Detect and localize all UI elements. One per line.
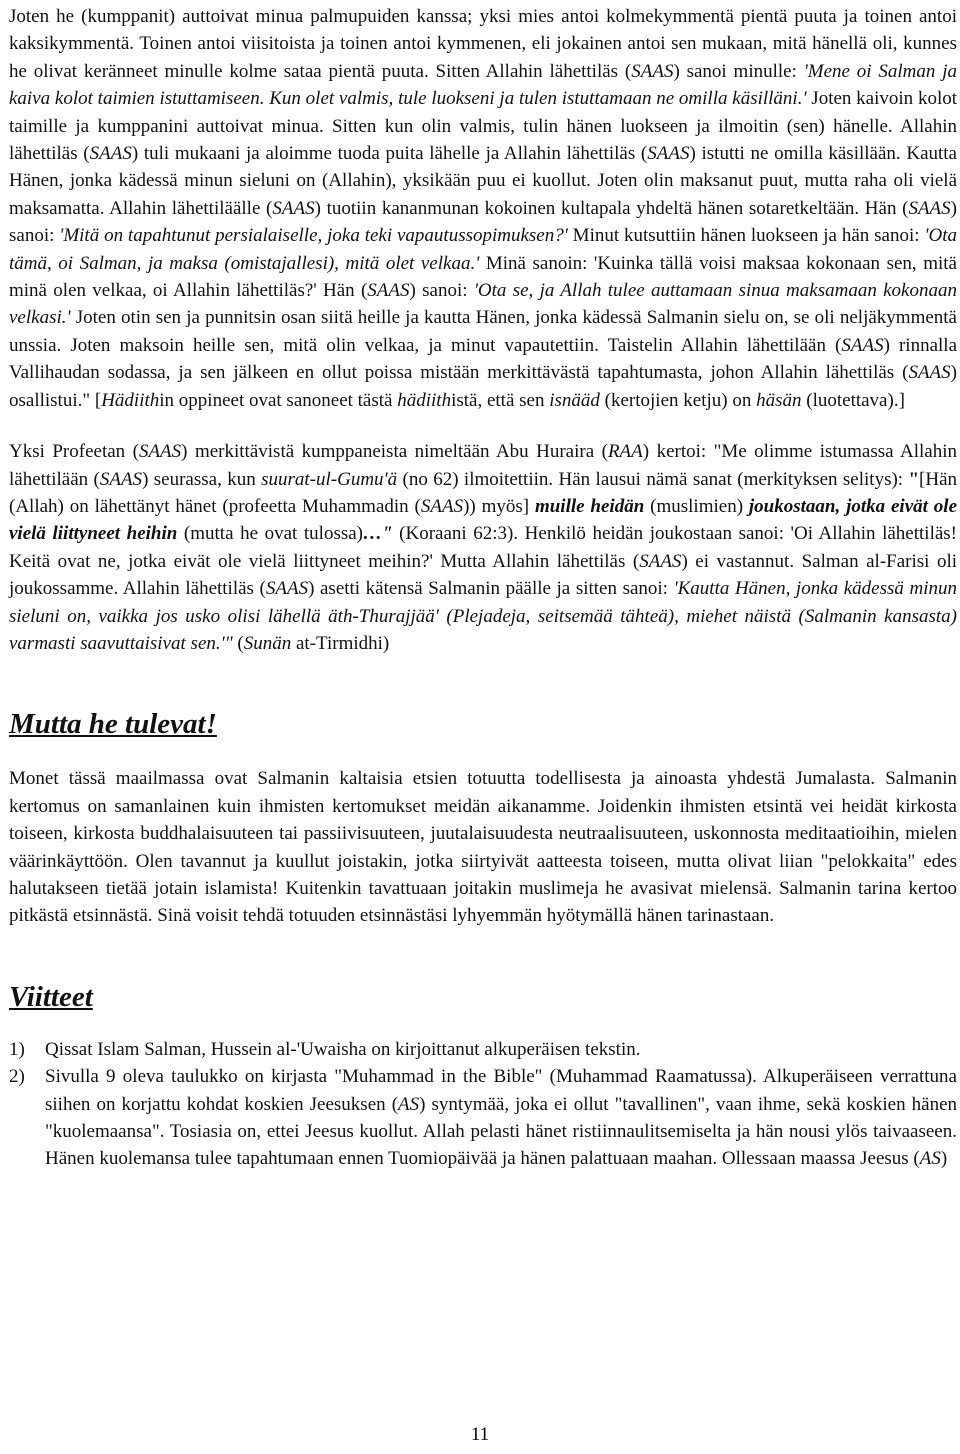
- text-run: ) osallistui." [: [9, 362, 957, 411]
- text-run: ) istutti ne omilla käsillään. Kautta Hänen, jonka kädessä minun sieluni on (Allahin), yksikään puu ei kuollut. Joten olin maksanut puut, mutta raha oli vielä maksamatta. Allahin lähettiläälle (: [9, 143, 957, 219]
- text-run: 'Ota se, ja Allah tulee auttamaan sinua maksamaan kokonaan velkasi.': [9, 280, 957, 329]
- text-run: )) myös]: [463, 495, 535, 517]
- text-run: ) rinnalla Vallihaudan sodassa, ja sen jälkeen en ollut poissa mistään merkittävästä tapahtumasta, johon Allahin lähettiläs (: [9, 334, 958, 384]
- paragraph-search-for-truth: Monet tässä maailmassa ovat Salmanin kaltaisia etsien totuutta todellisesta ja ainoasta yhdestä Jumalasta. Salmanin kertomus on samanlainen kuin ihmisten kertomukset meidän aikanamme. Joidenkin ihmisten etsintä vei heidät kirkosta toiseen, kirkosta buddhalaisuuteen tai passiivisuuteen, juutalaisuudesta neutraalisuuteen, uskonnosta meditaatioihin, mielen väärinkäyttöön. Olen tavannut ja kuullut joistakin, jotka siirtyivät aatteesta toiseen, mutta olivat liian "pelokkaita" edes halutakseen tietää jotain islamista! Kuitenkin tavattuaan joitakin muslimeja he avasivat mielensä. Salmanin tarina kertoo pitkästä etsinnästä. Sinä voisit tehdä totuuden etsinnästäsi lyhyemmän hyötymällä hänen tarinastaan.: [9, 768, 957, 927]
- text-run: RAA: [607, 441, 643, 463]
- text-run: Yksi Profeetan (: [9, 441, 139, 463]
- text-run: (muslimien): [644, 495, 749, 517]
- text-run: häsän: [756, 389, 802, 411]
- footnotes-list: [9, 1036, 957, 1173]
- text-run: ) seurassa, kun: [142, 468, 262, 490]
- text-run: in oppineet ovat sanoneet tästä: [159, 389, 398, 411]
- footnote-item: [9, 1036, 957, 1063]
- text-run: isnääd: [549, 389, 600, 411]
- text-run: Minä sanoin: 'Kuinka tällä voisi maksaa kokonaan sen, mitä minä olen velkaa, oi Allahin lähettiläs?' Hän (: [9, 252, 957, 302]
- text-run: Minut kutsuttiin hänen luokseen ja hän sanoi:: [567, 225, 925, 247]
- footnote-number: 2): [9, 1066, 25, 1088]
- text-run: Qissat Islam Salman, Hussein al-'Uwaisha on kirjoittanut alkuperäisen tekstin.: [45, 1038, 641, 1060]
- paragraph-salman-story: [9, 0, 957, 414]
- text-run: [Hän (Allah) on lähettänyt hänet (profeetta Muhammadin (: [9, 468, 957, 517]
- text-run: ) kertoi: "Me olimme istumassa Allahin lähettilään (: [9, 441, 957, 490]
- text-run: ) asetti kätensä Salmanin päälle ja sitten sanoi:: [308, 578, 674, 600]
- text-run: SAAS: [367, 280, 410, 302]
- text-run: …": [363, 523, 393, 545]
- text-run: joukostaan, jotka eivät ole vielä liittyneet heihin: [9, 495, 957, 545]
- text-run: (no 62) ilmoitettiin. Hän lausui nämä sanat (merkityksen selitys):: [397, 468, 909, 490]
- text-run: ): [940, 1148, 948, 1170]
- footnote-number: 1): [9, 1038, 25, 1060]
- text-run: SAAS: [265, 578, 309, 600]
- footnote-item: [9, 1063, 957, 1173]
- text-run: 'Kautta Hänen, jonka kädessä minun sieluni on, vaikka jos usko olisi lähellä äth-Thurajjää' (Plejadeja, seitsemää tähteä), miehet näistä (Salmanin kansasta) varmasti saavuttaisivat sen.'": [9, 578, 957, 654]
- text-run: ) sanoi:: [409, 280, 474, 302]
- text-run: SAAS: [841, 334, 884, 356]
- text-run: Sunän: [243, 632, 292, 654]
- text-run: SAAS: [420, 495, 464, 517]
- text-run: SAAS: [647, 143, 690, 165]
- section-heading: Mutta he tulevat!: [9, 708, 217, 741]
- text-run: 'Mene oi Salman ja kaiva kolot taimien istuttamiseen. Kun olet valmis, tule luokseni ja tulen istuttamaan ne omilla käsilläni.': [9, 60, 957, 110]
- text-run: Joten otin sen ja punnitsin osan siitä heille ja kautta Hänen, jonka kädessä Salmanin sielu on, se oli neljäkymmentä unssia. Joten maksoin heille sen, mitä olin velkaa, ja minut vapautettiin. Taistelin Allahin lähettilään (: [9, 307, 957, 356]
- text-run: 'Ota tämä, oi Salman, ja maksa (omistajallesi), mitä olet velkaa.': [9, 225, 957, 274]
- text-run: (Koraani 62:3). Henkilö heidän joukostaan sanoi: 'Oi Allahin lähettiläs! Keitä ovat ne, jotka eivät ole vielä liittyneet meihin?' Mutta Allahin lähettiläs (: [9, 523, 958, 572]
- footnotes-heading: Viitteet: [9, 980, 93, 1013]
- text-run: at-Tirmidhi): [291, 632, 390, 654]
- text-run: SAAS: [908, 362, 951, 384]
- text-run: ) syntymää, joka ei ollut "tavallinen", vaan ihme, sekä koskien hänen "kuolemaansa". Tosiasia on, ettei Jeesus kuollut. Allah pelasti hänet ristiinnaulitsemiselta ja hän nousi ylös taivaaseen. Hänen kuolemansa tulee tapahtumaan ennen Tuomiopäivää ja hänen palattuaan maahan. Ollessaan maassa Jeesus (: [45, 1093, 958, 1170]
- text-run: hädiith: [397, 389, 452, 411]
- text-run: istä, että sen: [451, 389, 550, 411]
- text-run: ) sanoi:: [9, 197, 957, 247]
- document-page: [9, 0, 957, 1173]
- text-run: SAAS: [908, 197, 951, 219]
- text-run: AS: [919, 1148, 941, 1170]
- text-run: SAAS: [138, 441, 182, 463]
- text-run: (luotettava).]: [801, 389, 905, 411]
- text-run: ) merkittävistä kumppaneista nimeltään Abu Huraira (: [181, 441, 608, 463]
- text-run: (: [232, 632, 244, 654]
- text-run: muille heidän: [534, 495, 645, 517]
- text-run: Joten he (kumppanit) auttoivat minua palmupuiden kanssa; yksi mies antoi kolmekymmentä pientä puuta ja toinen antoi kaksikymmentä. Toinen antoi viisitoista ja toinen antoi kymmenen, eli jokainen antoi sen mukaan, mitä hänellä oli, kunnes he olivat keränneet minulle kolme sataa pientä puuta. Sitten Allahin lähettiläs (: [9, 6, 957, 82]
- text-run: Hädiith: [101, 389, 160, 411]
- text-run: SAAS: [99, 468, 143, 490]
- text-run: 'Mitä on tapahtunut persialaiselle, joka teki vapautussopimuksen?': [59, 225, 568, 247]
- text-run: (kertojien ketju) on: [599, 389, 757, 411]
- text-run: ) sanoi minulle:: [673, 60, 804, 82]
- text-run: Joten kaivoin kolot taimille ja kumppanini auttoivat minua. Sitten kun olin valmis, tulin hänen luokseen ja ilmoitin (sen) hänelle. Allahin lähettiläs (: [9, 88, 957, 165]
- text-run: SAAS: [639, 550, 682, 572]
- text-run: SAAS: [631, 60, 674, 82]
- text-run: suurat-ul-Gumu'ä: [261, 468, 398, 490]
- text-run: ) ei vastannut. Salman al-Farisi oli joukossamme. Allahin lähettiläs (: [9, 550, 957, 600]
- text-run: Sivulla 9 oleva taulukko on kirjasta "Muhammad in the Bible" (Muhammad Raamatussa). Alkuperäiseen verrattuna siihen on korjattu kohdat koskien Jeesuksen (: [45, 1066, 957, 1115]
- text-run: ": [908, 468, 920, 490]
- text-run: ) tuli mukaani ja aloimme tuoda puita lähelle ja Allahin lähettiläs (: [131, 143, 648, 165]
- text-run: (mutta he ovat tulossa): [177, 523, 363, 545]
- paragraph-abu-huraira: [9, 438, 957, 657]
- page-number: 11: [470, 1424, 490, 1445]
- text-run: SAAS: [89, 143, 132, 165]
- text-run: AS: [398, 1093, 420, 1115]
- text-run: SAAS: [272, 197, 315, 219]
- text-run: ) tuotiin kananmunan kokoinen kultapala yhdeltä hänen sotaretkeltään. Hän (: [314, 197, 909, 219]
